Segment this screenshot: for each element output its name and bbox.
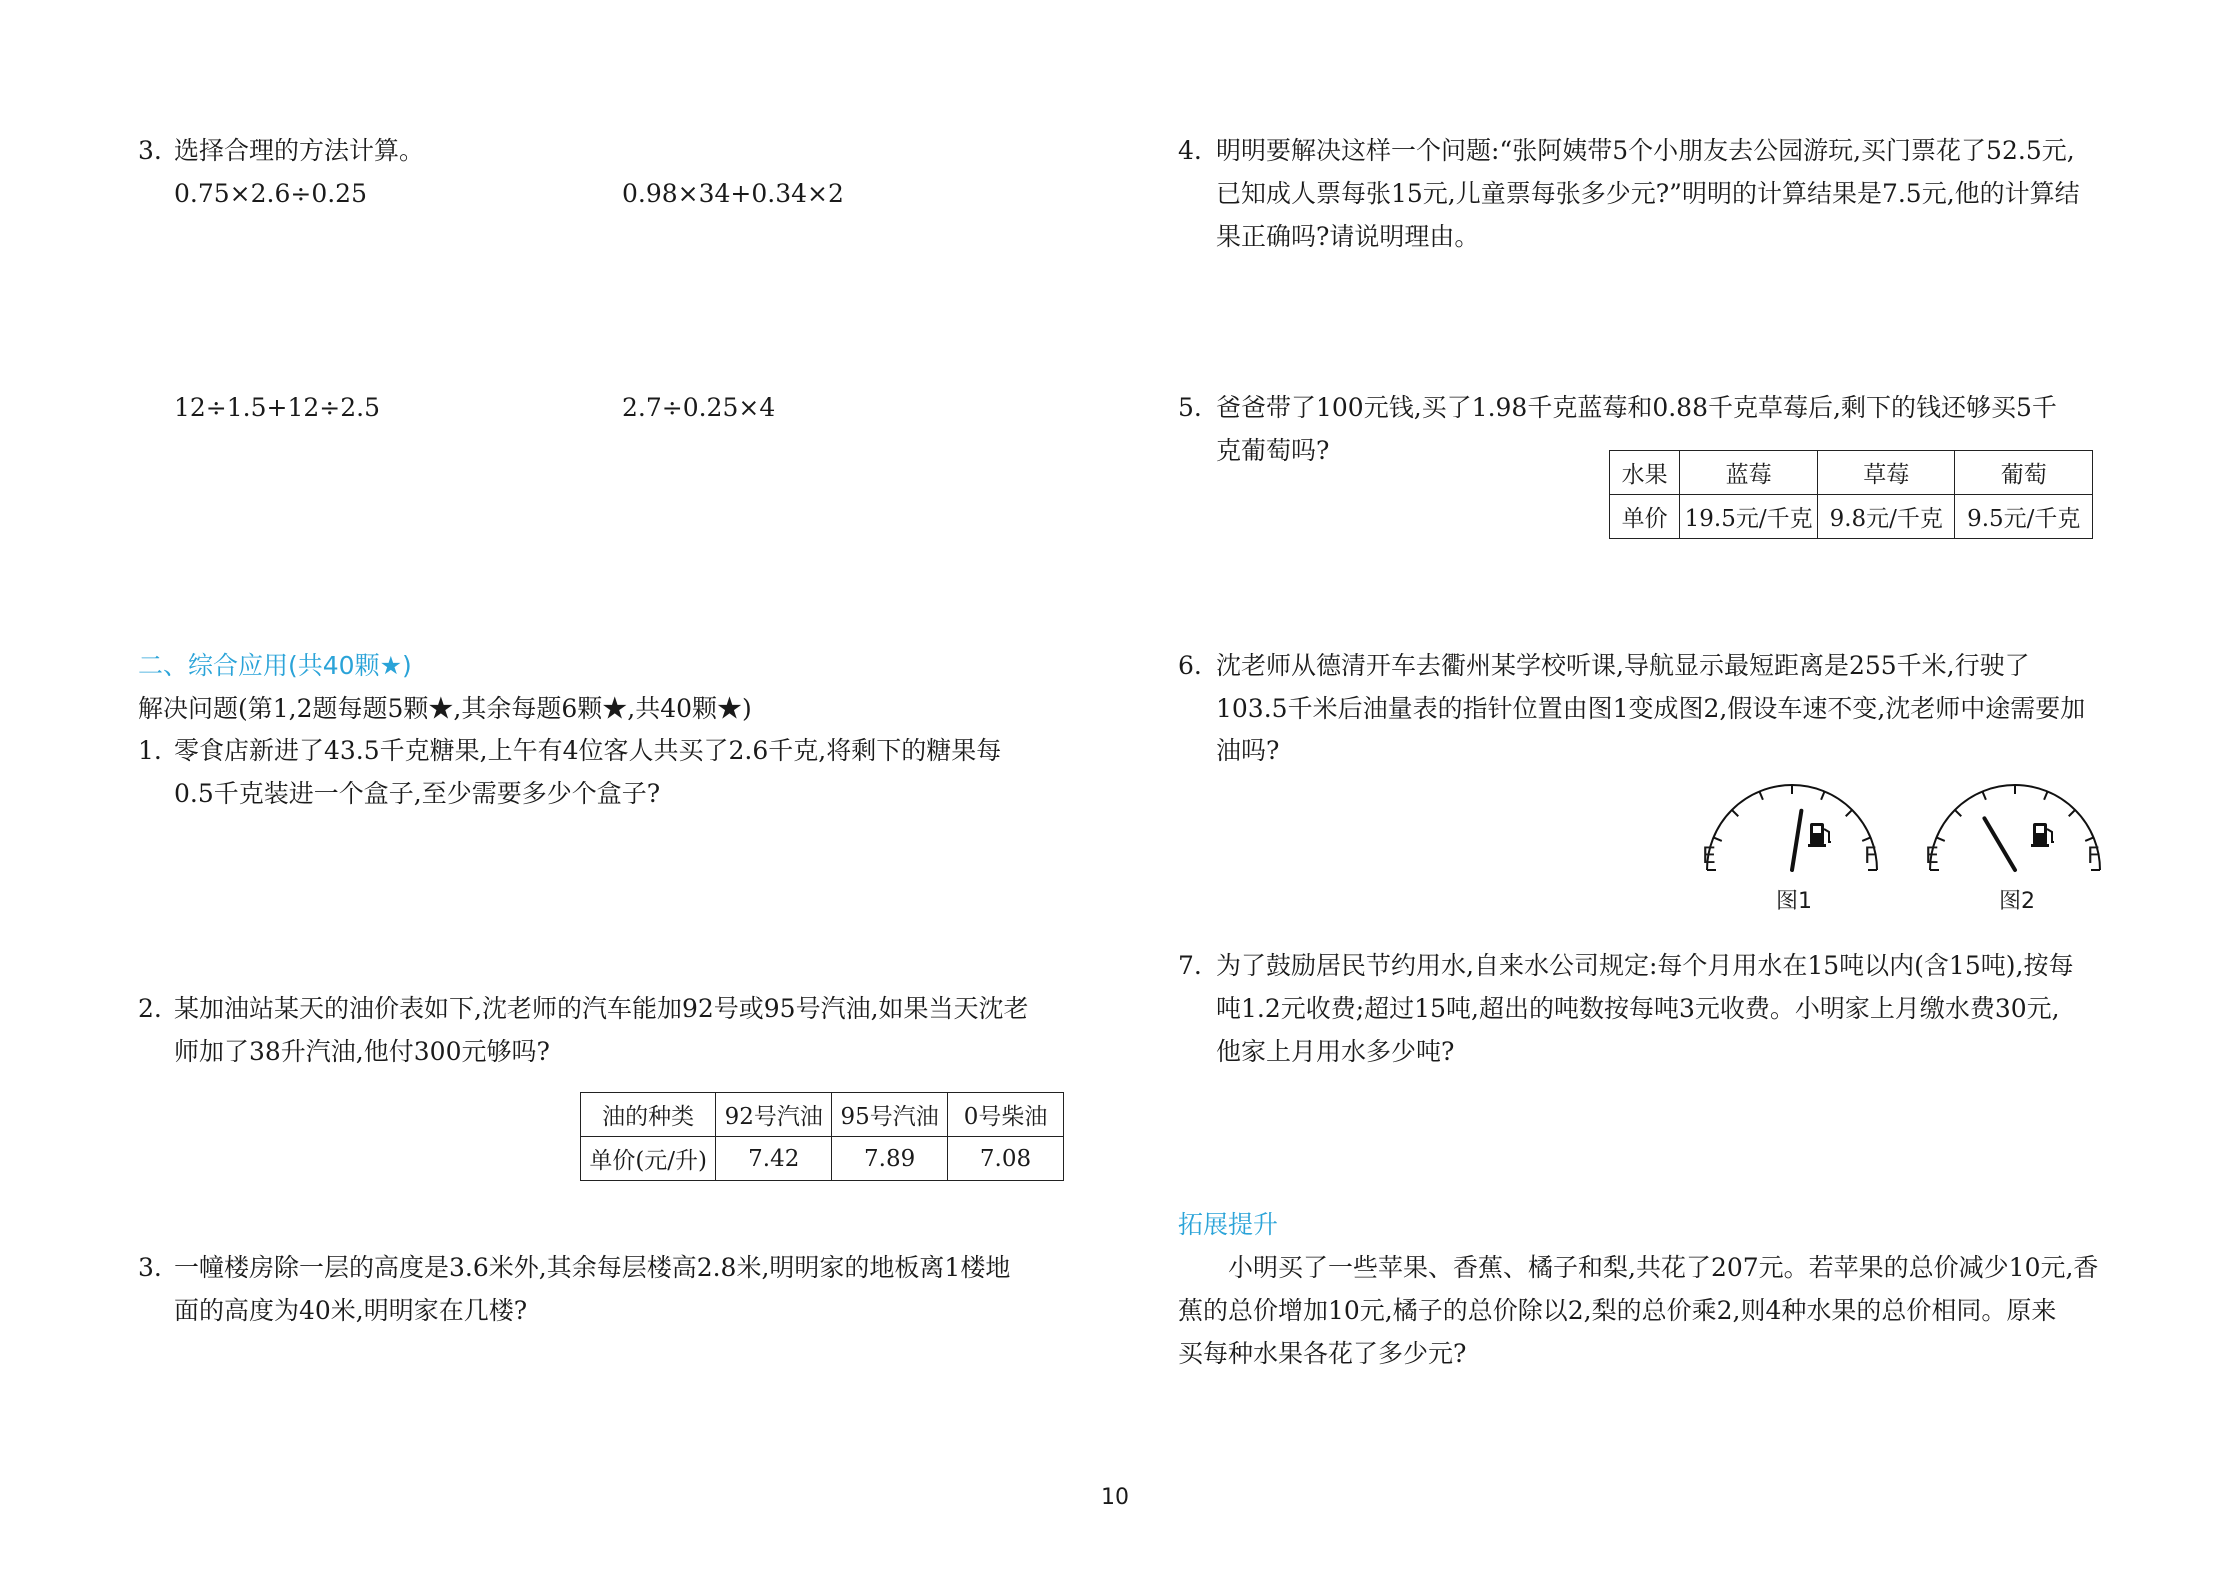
table-row [581, 1137, 1064, 1181]
table-cell: 9.5元/千克 [1955, 495, 2093, 539]
gauge-tick [1936, 837, 1944, 840]
fuel-pump-icon [1808, 823, 1831, 847]
question-number: 5. [1178, 393, 1202, 422]
question-text: 面的高度为40米,明明家在几楼? [174, 1296, 528, 1325]
question-text: 果正确吗?请说明理由。 [1216, 222, 1480, 251]
fruit-price-table [1609, 450, 2093, 539]
figure-caption: 图2 [1999, 889, 2035, 914]
table-cell: 葡萄 [1955, 451, 2093, 495]
question-text: 克葡萄吗? [1216, 436, 1330, 465]
question-text: 买每种水果各花了多少元? [1178, 1339, 1467, 1368]
fuel-pump-icon [2031, 823, 2054, 847]
gauge-needle [1792, 811, 1801, 870]
table-cell: 92号汽油 [716, 1093, 832, 1137]
question-text: 0.5千克装进一个盒子,至少需要多少个盒子? [174, 779, 661, 808]
gauge-tick [1821, 791, 1824, 799]
expression: 0.75×2.6÷0.25 [174, 179, 367, 208]
gauge-tick [1732, 810, 1738, 816]
page-number: 10 [1101, 1485, 1129, 1510]
gauge-tick [2044, 791, 2047, 799]
question-text: 师加了38升汽油,他付300元够吗? [174, 1037, 550, 1066]
gauge-tick [2085, 837, 2093, 840]
table-cell: 95号汽油 [832, 1093, 948, 1137]
section-heading: 二、综合应用(共40颗★) [138, 651, 412, 680]
gauge-tick [1982, 791, 1985, 799]
gauge-tick [1713, 837, 1721, 840]
table-cell: 蓝莓 [1680, 451, 1818, 495]
table-cell: 9.8元/千克 [1818, 495, 1955, 539]
gauge-tick [1846, 810, 1852, 816]
fuel-gauge-figure-1 [1692, 770, 1892, 920]
question-number: 1. [138, 736, 162, 765]
question-number: 2. [138, 994, 162, 1023]
fuel-gauge-figure-2 [1915, 770, 2115, 920]
fuel-gauge-icon [1692, 770, 1892, 890]
gauge-empty-label: E [1702, 844, 1716, 869]
gauge-tick [1862, 837, 1870, 840]
gauge-tick [1955, 810, 1961, 816]
question-text: 为了鼓励居民节约用水,自来水公司规定:每个月用水在15吨以内(含15吨),按每 [1216, 951, 2074, 980]
table-row [1610, 451, 2093, 495]
expression: 0.98×34+0.34×2 [622, 179, 844, 208]
table-cell: 单价 [1610, 495, 1680, 539]
question-text: 爸爸带了100元钱,买了1.98千克蓝莓和0.88千克草莓后,剩下的钱还够买5千 [1216, 393, 2057, 422]
table-cell: 7.89 [832, 1137, 948, 1181]
gauge-needle [1984, 818, 2015, 870]
question-text: 已知成人票每张15元,儿童票每张多少元?”明明的计算结果是7.5元,他的计算结 [1216, 179, 2080, 208]
gauge-tick [1759, 791, 1762, 799]
question-number: 7. [1178, 951, 1202, 980]
question-text: 小明买了一些苹果、香蕉、橘子和梨,共花了207元。若苹果的总价减少10元,香 [1228, 1253, 2099, 1282]
expression: 12÷1.5+12÷2.5 [174, 393, 380, 422]
question-number: 6. [1178, 651, 1202, 680]
table-row [1610, 495, 2093, 539]
question-number: 3. [138, 1253, 162, 1282]
question-number: 4. [1178, 136, 1202, 165]
question-text: 一幢楼房除一层的高度是3.6米外,其余每层楼高2.8米,明明家的地板离1楼地 [174, 1253, 1011, 1282]
table-cell: 草莓 [1818, 451, 1955, 495]
question-number: 3. [138, 136, 162, 165]
question-text: 他家上月用水多少吨? [1216, 1037, 1455, 1066]
question-text: 明明要解决这样一个问题:“张阿姨带5个小朋友去公园游玩,买门票花了52.5元, [1216, 136, 2075, 165]
question-text: 103.5千米后油量表的指针位置由图1变成图2,假设车速不变,沈老师中途需要加 [1216, 694, 2086, 723]
question-text: 油吗? [1216, 736, 1280, 765]
table-cell: 单价(元/升) [581, 1137, 716, 1181]
question-text: 零食店新进了43.5千克糖果,上午有4位客人共买了2.6千克,将剩下的糖果每 [174, 736, 1002, 765]
table-cell: 7.08 [948, 1137, 1064, 1181]
question-title: 选择合理的方法计算。 [174, 136, 425, 165]
table-cell: 0号柴油 [948, 1093, 1064, 1137]
gauge-full-label: F [1864, 844, 1877, 869]
gauge-ticks [1930, 785, 2100, 870]
question-text: 某加油站某天的油价表如下,沈老师的汽车能加92号或95号汽油,如果当天沈老 [174, 994, 1029, 1023]
gauge-empty-label: E [1925, 844, 1939, 869]
oil-price-table [580, 1092, 1064, 1181]
section-heading: 拓展提升 [1178, 1210, 1279, 1239]
question-text: 吨1.2元收费;超过15吨,超出的吨数按每吨3元收费。小明家上月缴水费30元, [1216, 994, 2060, 1023]
expression: 2.7÷0.25×4 [622, 393, 776, 422]
gauge-arc [1930, 785, 2100, 870]
table-cell: 油的种类 [581, 1093, 716, 1137]
table-cell: 水果 [1610, 451, 1680, 495]
question-text: 沈老师从德清开车去衢州某学校听课,导航显示最短距离是255千米,行驶了 [1216, 651, 2030, 680]
gauge-tick [2069, 810, 2075, 816]
figure-caption: 图1 [1776, 889, 1812, 914]
section-instruction: 解决问题(第1,2题每题5颗★,其余每题6颗★,共40颗★) [138, 694, 752, 723]
gauge-full-label: F [2087, 844, 2100, 869]
fuel-gauge-icon [1915, 770, 2115, 890]
table-row [581, 1093, 1064, 1137]
table-cell: 19.5元/千克 [1680, 495, 1818, 539]
question-text: 蕉的总价增加10元,橘子的总价除以2,梨的总价乘2,则4种水果的总价相同。原来 [1178, 1296, 2057, 1325]
table-cell: 7.42 [716, 1137, 832, 1181]
